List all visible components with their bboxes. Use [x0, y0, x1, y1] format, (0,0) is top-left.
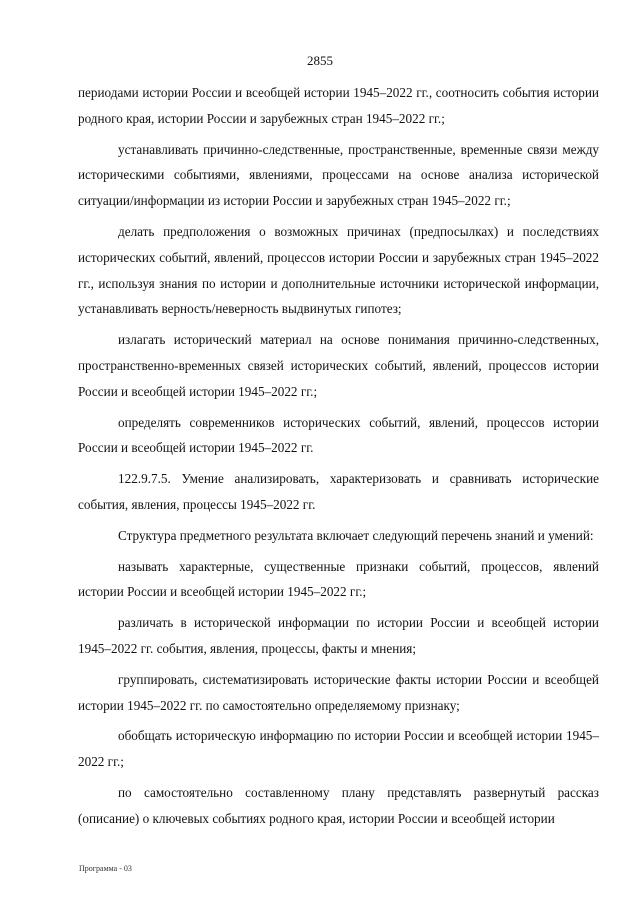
paragraph: излагать исторический материал на основе понимания причинно-следственных, пространственно-временных связей исторических событий, явлений, процессов истории России и всеобщей истории 1945–2022 гг.; — [78, 332, 599, 399]
paragraph: называть характерные, существенные признаки событий, процессов, явлений истории России и всеобщей истории 1945–2022 гг.; — [78, 558, 599, 600]
paragraph-continuation: периодами истории России и всеобщей истории 1945–2022 гг., соотносить события истории родного края, истории России и зарубежных стран 1945–2022 гг.; — [78, 85, 599, 126]
paragraph: определять современников исторических событий, явлений, процессов истории России и всеобщей истории 1945–2022 гг. — [78, 414, 599, 456]
paragraph: устанавливать причинно-следственные, пространственные, временные связи между историческими событиями, явлениями, процессами на основе анализа исторической ситуации/информации из истории России и зарубежных стран 1945–2022 гг.; — [78, 141, 599, 209]
paragraph: делать предположения о возможных причинах (предпосылках) и последствиях исторических событий, явлений, процессов истории России и зарубежных стран 1945–2022 гг., используя знания по истории и дополнительные источники исторической информации, устанавливать верность/неверность выдвинутых гипотез; — [78, 223, 599, 317]
paragraph: по самостоятельно составленному плану представлять развернутый рассказ (описание) о ключевых событиях родного края, истории России и всеобщей истории — [78, 784, 599, 826]
paragraph: различать в исторической информации по истории России и всеобщей истории 1945–2022 гг. события, явления, процессы, факты и мнения; — [78, 615, 599, 656]
paragraph: обобщать историческую информацию по истории России и всеобщей истории 1945–2022 гг.; — [78, 728, 599, 770]
paragraph-section-heading: 122.9.7.5. Умение анализировать, характеризовать и сравнивать исторические события, явления, процессы 1945–2022 гг. — [78, 471, 599, 512]
paragraph: Структура предметного результата включает следующий перечень знаний и умений: — [118, 527, 594, 543]
page-number: 2855 — [307, 53, 333, 68]
body-text — [78, 80, 599, 832]
footer-note: Программа - 03 — [79, 864, 132, 873]
paragraph: группировать, систематизировать исторические факты истории России и всеобщей истории 1945–2022 гг. по самостоятельно определяемому признаку; — [78, 671, 599, 713]
